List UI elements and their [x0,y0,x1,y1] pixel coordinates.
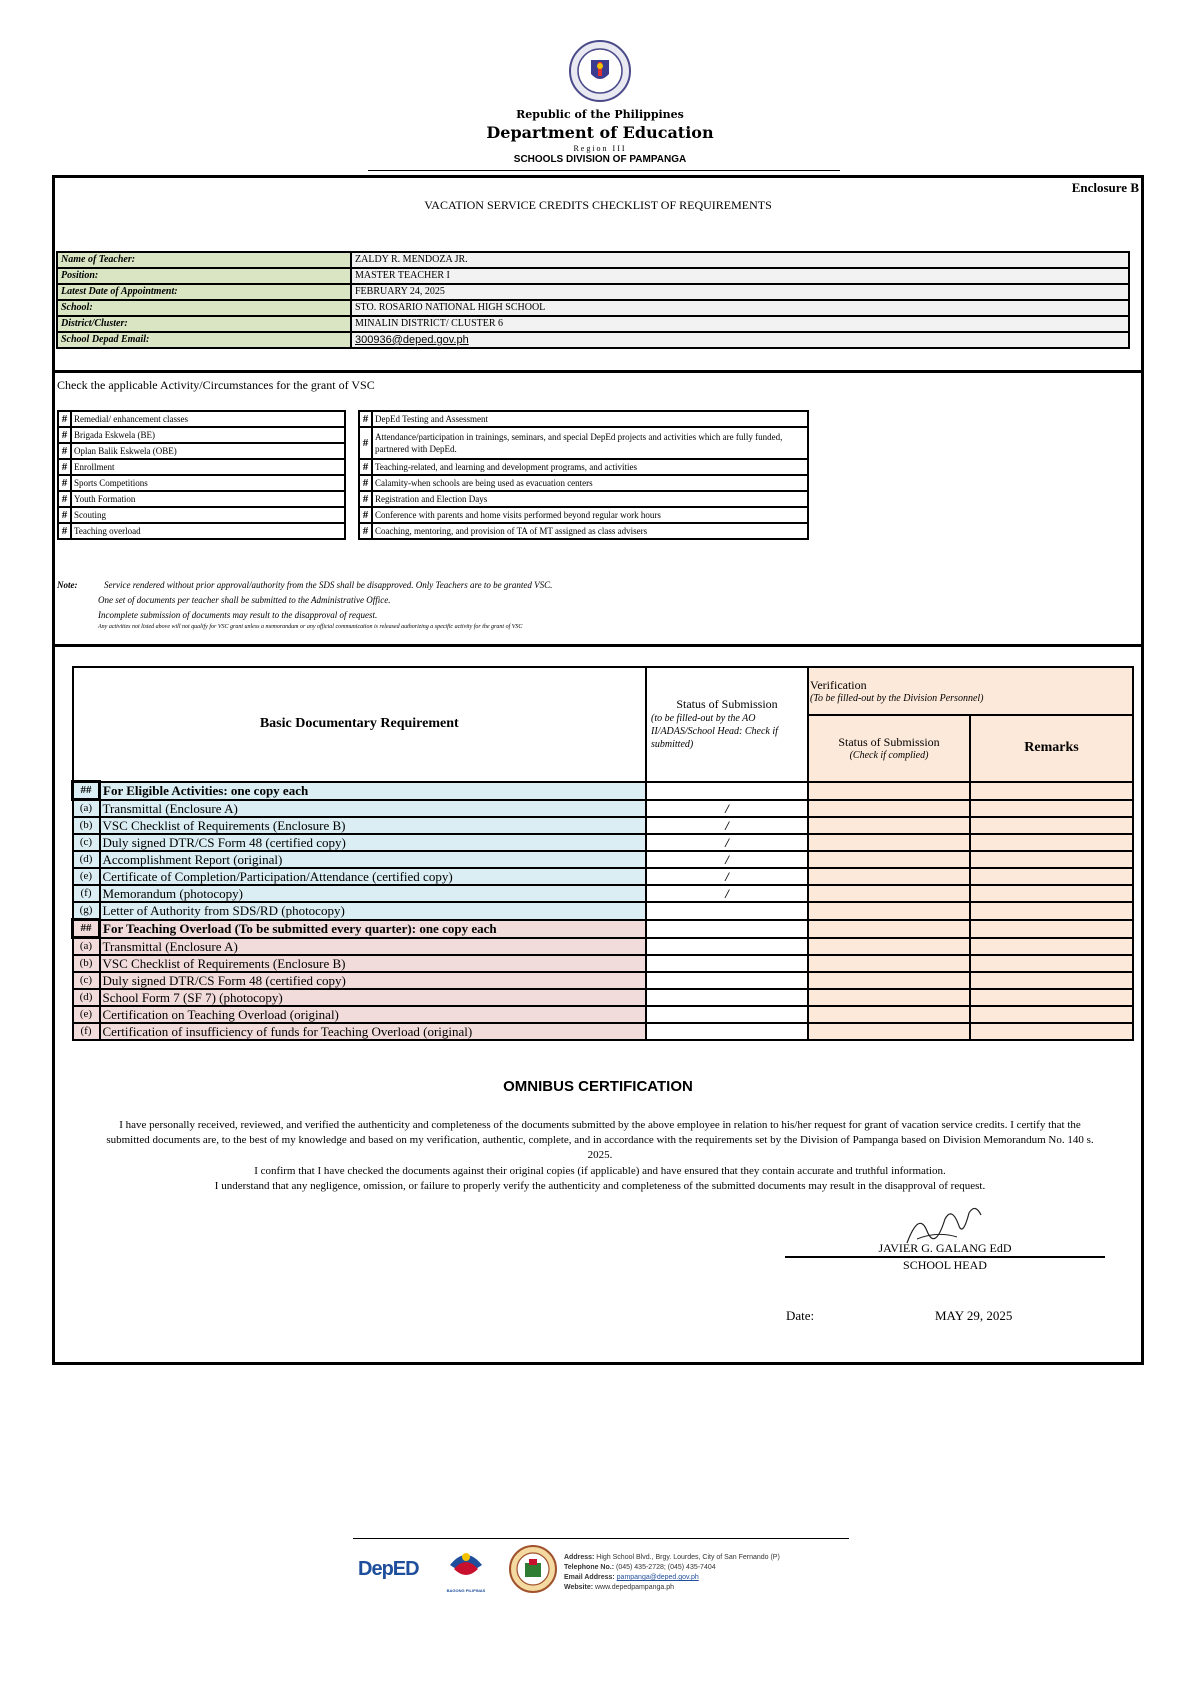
website-value[interactable]: www.depedpampanga.ph [595,1584,675,1591]
submission-status-cell[interactable] [646,938,808,956]
activity-lead: Check the applicable Activity/Circumstances for the grant of VSC [57,378,375,392]
v-status-header [808,715,970,782]
submission-status-cell[interactable] [646,1023,808,1040]
activity-row [58,507,345,523]
requirement-text: Certificate of Completion/Participation/Attendance (certified copy) [100,868,647,885]
requirement-text: For Eligible Activities: one copy each [100,782,647,800]
bagong-pilipinas-icon [446,1547,486,1583]
requirement-number: (e) [73,1006,100,1023]
submission-status-cell[interactable]: / [646,851,808,868]
requirement-text: Transmittal (Enclosure A) [100,800,647,818]
activity-mark[interactable]: # [359,523,372,539]
requirement-text: VSC Checklist of Requirements (Enclosure B) [100,955,647,972]
verification-status-cell[interactable] [808,989,970,1006]
note-line-4: Any activities not listed above will not qualify for VSC grant unless a memorandum or any official communication is released authorizing a specific activity for the grant of VSC [98,624,523,630]
activity-mark[interactable]: # [58,507,71,523]
activity-row [58,475,345,491]
email-link[interactable]: pampanga@deped.gov.ph [616,1574,699,1581]
signatory-role: SCHOOL HEAD [903,1258,987,1272]
remarks-cell[interactable] [970,834,1133,851]
remarks-cell[interactable] [970,868,1133,885]
info-label: Position: [57,268,351,284]
activity-label: Brigada Eskwela (BE) [71,427,345,443]
activity-label: Coaching, mentoring, and provision of TA of MT assigned as class advisers [372,523,808,539]
verification-status-cell[interactable] [808,834,970,851]
info-value: MINALIN DISTRICT/ CLUSTER 6 [351,316,1129,332]
submission-status-cell[interactable] [646,989,808,1006]
activity-label: Sports Competitions [71,475,345,491]
activity-mark[interactable]: # [58,427,71,443]
activities-left-table [57,410,346,540]
activity-mark[interactable]: # [58,475,71,491]
activity-label: Calamity-when schools are being used as evacuation centers [372,475,808,491]
footer-divider [353,1538,849,1539]
remarks-header: Remarks [970,715,1133,782]
requirement-row [73,1023,1134,1040]
remarks-cell[interactable] [970,800,1133,818]
date-label: Date: [786,1308,815,1323]
verification-status-cell[interactable] [808,817,970,834]
requirement-number: (c) [73,972,100,989]
requirement-text: Memorandum (photocopy) [100,885,647,902]
note-line-1: Service rendered without prior approval/authority from the SDS shall be disapproved. Only Teachers are to be granted VSC. [104,580,553,590]
verification-status-cell[interactable] [808,851,970,868]
info-label: Name of Teacher: [57,252,351,268]
verification-status-cell[interactable] [808,972,970,989]
activity-row [58,411,345,427]
activity-mark[interactable]: # [58,523,71,539]
requirement-number: (f) [73,1023,100,1040]
requirement-row [73,972,1134,989]
activity-mark[interactable]: # [359,475,372,491]
requirement-row [73,1006,1134,1023]
enclosure-label: Enclosure B [1071,180,1139,195]
requirement-number: ## [73,920,100,938]
requirement-text: Letter of Authority from SDS/RD (photocopy) [100,902,647,920]
submission-status-cell[interactable] [646,782,808,800]
verification-status-cell[interactable] [808,955,970,972]
info-value: FEBRUARY 24, 2025 [351,284,1129,300]
requirement-number: ## [73,782,100,800]
note-label: Note: [57,580,78,590]
remarks-cell[interactable] [970,972,1133,989]
verification-status-cell[interactable] [808,902,970,920]
republic-line: Republic of the Philippines [516,108,684,121]
department-line: Department of Education [486,123,714,142]
activity-mark[interactable]: # [359,459,372,475]
activity-row [359,411,808,427]
submission-status-cell[interactable]: / [646,834,808,851]
requirement-row [73,851,1134,868]
activity-label: Oplan Balik Eskwela (OBE) [71,443,345,459]
activity-row [58,427,345,443]
status-header-title: Status of Submission [676,697,778,712]
activity-label: Youth Formation [71,491,345,507]
requirement-row [73,834,1134,851]
requirement-row [73,989,1134,1006]
requirement-number: (g) [73,902,100,920]
v-status-sub: (Check if complied) [849,750,929,762]
website-label: Website: [564,1584,594,1591]
requirement-number: (d) [73,851,100,868]
requirement-row [73,817,1134,834]
requirement-row [73,885,1134,902]
verification-status-cell[interactable] [808,1006,970,1023]
info-row [57,268,1129,284]
requirement-section-row [73,782,1134,800]
requirement-section-row [73,920,1134,938]
bagong-pilipinas-label: BAGONG PILIPINAS [446,1588,486,1593]
deped-seal-icon [569,40,631,102]
info-row [57,316,1129,332]
omnibus-title: OMNIBUS CERTIFICATION [503,1078,693,1095]
submission-status-cell[interactable]: / [646,885,808,902]
requirement-row [73,938,1134,956]
requirement-text: Accomplishment Report (original) [100,851,647,868]
division-line: SCHOOLS DIVISION OF PAMPANGA [513,154,687,165]
requirement-row [73,868,1134,885]
activity-mark[interactable]: # [58,491,71,507]
activity-label: Scouting [71,507,345,523]
omnibus-paragraph-3: I understand that any negligence, omission, or failure to properly verify the authenticity and completeness of the submitted documents may result in the disapproval of request. [214,1180,986,1192]
activity-mark[interactable]: # [359,491,372,507]
activity-mark[interactable]: # [58,411,71,427]
activity-label: Teaching-related, and learning and development programs, and activities [372,459,808,475]
submission-status-cell[interactable]: / [646,868,808,885]
info-value: ZALDY R. MENDOZA JR. [351,252,1129,268]
division-seal-icon [509,1545,557,1598]
info-label: District/Cluster: [57,316,351,332]
note-block [57,580,552,590]
requirement-number: (c) [73,834,100,851]
verification-status-cell[interactable] [808,800,970,818]
requirement-number: (e) [73,868,100,885]
info-label: School: [57,300,351,316]
requirement-text: VSC Checklist of Requirements (Enclosure B) [100,817,647,834]
activity-label: DepEd Testing and Assessment [372,411,808,427]
signatory-name: JAVIER G. GALANG EdD [785,1241,1105,1258]
document-title: VACATION SERVICE CREDITS CHECKLIST OF REQUIREMENTS [424,198,772,212]
activity-label: Teaching overload [71,523,345,539]
info-label: Latest Date of Appointment: [57,284,351,300]
note-line-2: One set of documents per teacher shall be submitted to the Administrative Office. [98,595,391,605]
note-line-3: Incomplete submission of documents may result to the disapproval of request. [98,610,378,620]
remarks-cell[interactable] [970,782,1133,800]
region-line: Region III [573,144,627,153]
verification-status-cell[interactable] [808,868,970,885]
activity-row [58,459,345,475]
activity-row [359,475,808,491]
activity-mark[interactable]: # [58,459,71,475]
form-frame [52,175,1144,1365]
info-value: STO. ROSARIO NATIONAL HIGH SCHOOL [351,300,1129,316]
phone-label: Telephone No.: [564,1564,615,1571]
requirement-row [73,800,1134,818]
info-row [57,252,1129,268]
status-header [646,667,808,782]
activity-mark[interactable]: # [58,443,71,459]
requirement-row [73,955,1134,972]
activity-row [359,491,808,507]
activity-row [58,443,345,459]
requirement-number: (a) [73,938,100,956]
header-divider [368,170,840,171]
verification-status-cell[interactable] [808,920,970,938]
requirement-number: (b) [73,955,100,972]
remarks-cell[interactable] [970,885,1133,902]
email-label: Email Address: [564,1574,615,1581]
footer-contact [564,1553,780,1593]
verification-status-cell[interactable] [808,782,970,800]
requirement-text: For Teaching Overload (To be submitted every quarter): one copy each [100,920,647,938]
activity-row [359,459,808,475]
activity-label: Enrollment [71,459,345,475]
remarks-cell[interactable] [970,1006,1133,1023]
requirement-row [73,902,1134,920]
requirement-number: (f) [73,885,100,902]
info-row [57,332,1129,348]
requirements-table [71,666,1134,1041]
submission-status-cell[interactable] [646,972,808,989]
verification-header [808,667,1133,715]
status-header-sub: (to be filled-out by the AO II/ADAS/School Head: Check if submitted) [651,713,778,751]
remarks-cell[interactable] [970,955,1133,972]
requirement-text: Duly signed DTR/CS Form 48 (certified copy) [100,834,647,851]
requirement-text: School Form 7 (SF 7) (photocopy) [100,989,647,1006]
activity-row [58,523,345,539]
info-value: MASTER TEACHER I [351,268,1129,284]
v-status-title: Status of Submission [838,735,940,750]
verification-sub: (To be filled-out by the Division Personnel) [810,693,984,704]
remarks-cell[interactable] [970,851,1133,868]
activity-label: Registration and Election Days [372,491,808,507]
submission-status-cell[interactable] [646,902,808,920]
activity-label: Attendance/participation in trainings, seminars, and special DepEd projects and activities which are fully funded, partnered with DepEd. [372,427,808,459]
date-value: MAY 29, 2025 [935,1308,1013,1323]
info-label: School Depad Email: [57,332,351,348]
remarks-cell[interactable] [970,902,1133,920]
bagong-pilipinas-logo [442,1547,490,1593]
phone-value: (045) 435-2728; (045) 435-7404 [616,1564,716,1571]
submission-status-cell[interactable] [646,920,808,938]
verification-status-cell[interactable] [808,938,970,956]
activity-mark[interactable]: # [359,411,372,427]
requirement-number: (a) [73,800,100,818]
requirement-number: (b) [73,817,100,834]
submission-status-cell[interactable] [646,1006,808,1023]
requirement-text: Duly signed DTR/CS Form 48 (certified copy) [100,972,647,989]
section-divider [55,644,1141,647]
submission-status-cell[interactable]: / [646,817,808,834]
basic-req-header: Basic Documentary Requirement [73,667,647,782]
requirement-text: Certification on Teaching Overload (original) [100,1006,647,1023]
info-value: 300936@deped.gov.ph [351,332,1129,348]
verification-title: Verification [810,678,867,692]
address-value: High School Blvd., Brgy. Lourdes, City of San Fernando (P) [596,1554,780,1561]
activity-label: Conference with parents and home visits performed beyond regular work hours [372,507,808,523]
remarks-cell[interactable] [970,817,1133,834]
activity-row [359,427,808,459]
activity-row [359,523,808,539]
remarks-cell[interactable] [970,938,1133,956]
verification-status-cell[interactable] [808,885,970,902]
remarks-cell[interactable] [970,920,1133,938]
activity-mark[interactable]: # [359,427,372,459]
requirement-text: Certification of insufficiency of funds for Teaching Overload (original) [100,1023,647,1040]
activity-label: Remedial/ enhancement classes [71,411,345,427]
omnibus-paragraph-2: I confirm that I have checked the documents against their original copies (if applicable) and have ensured that they contain accurate and truthful information. [254,1165,946,1177]
requirement-text: Transmittal (Enclosure A) [100,938,647,956]
activities-right-table [358,410,809,540]
requirement-number: (d) [73,989,100,1006]
info-row [57,300,1129,316]
remarks-cell[interactable] [970,989,1133,1006]
verification-status-cell[interactable] [808,1023,970,1040]
activity-row [359,507,808,523]
letterhead [0,40,1200,165]
submission-status-cell[interactable] [646,955,808,972]
activity-row [58,491,345,507]
section-divider [55,370,1141,373]
info-row [57,284,1129,300]
deped-logo: DepED [358,1558,419,1580]
teacher-info-table [56,251,1130,349]
submission-status-cell[interactable]: / [646,800,808,818]
remarks-cell[interactable] [970,1023,1133,1040]
activity-mark[interactable]: # [359,507,372,523]
omnibus-paragraph-1: I have personally received, reviewed, and verified the authenticity and completeness of the documents submitted by the above employee in relation to his/her request for grant of vacation service credits. I certify that the submitted documents are, to the best of my knowledge and based on my verification, authentic, complete, and in accordance with the requirements set by the Division of Pampanga based on Division Memorandum No. 140 s. 2025. [106,1119,1094,1161]
address-label: Address: [564,1554,595,1561]
